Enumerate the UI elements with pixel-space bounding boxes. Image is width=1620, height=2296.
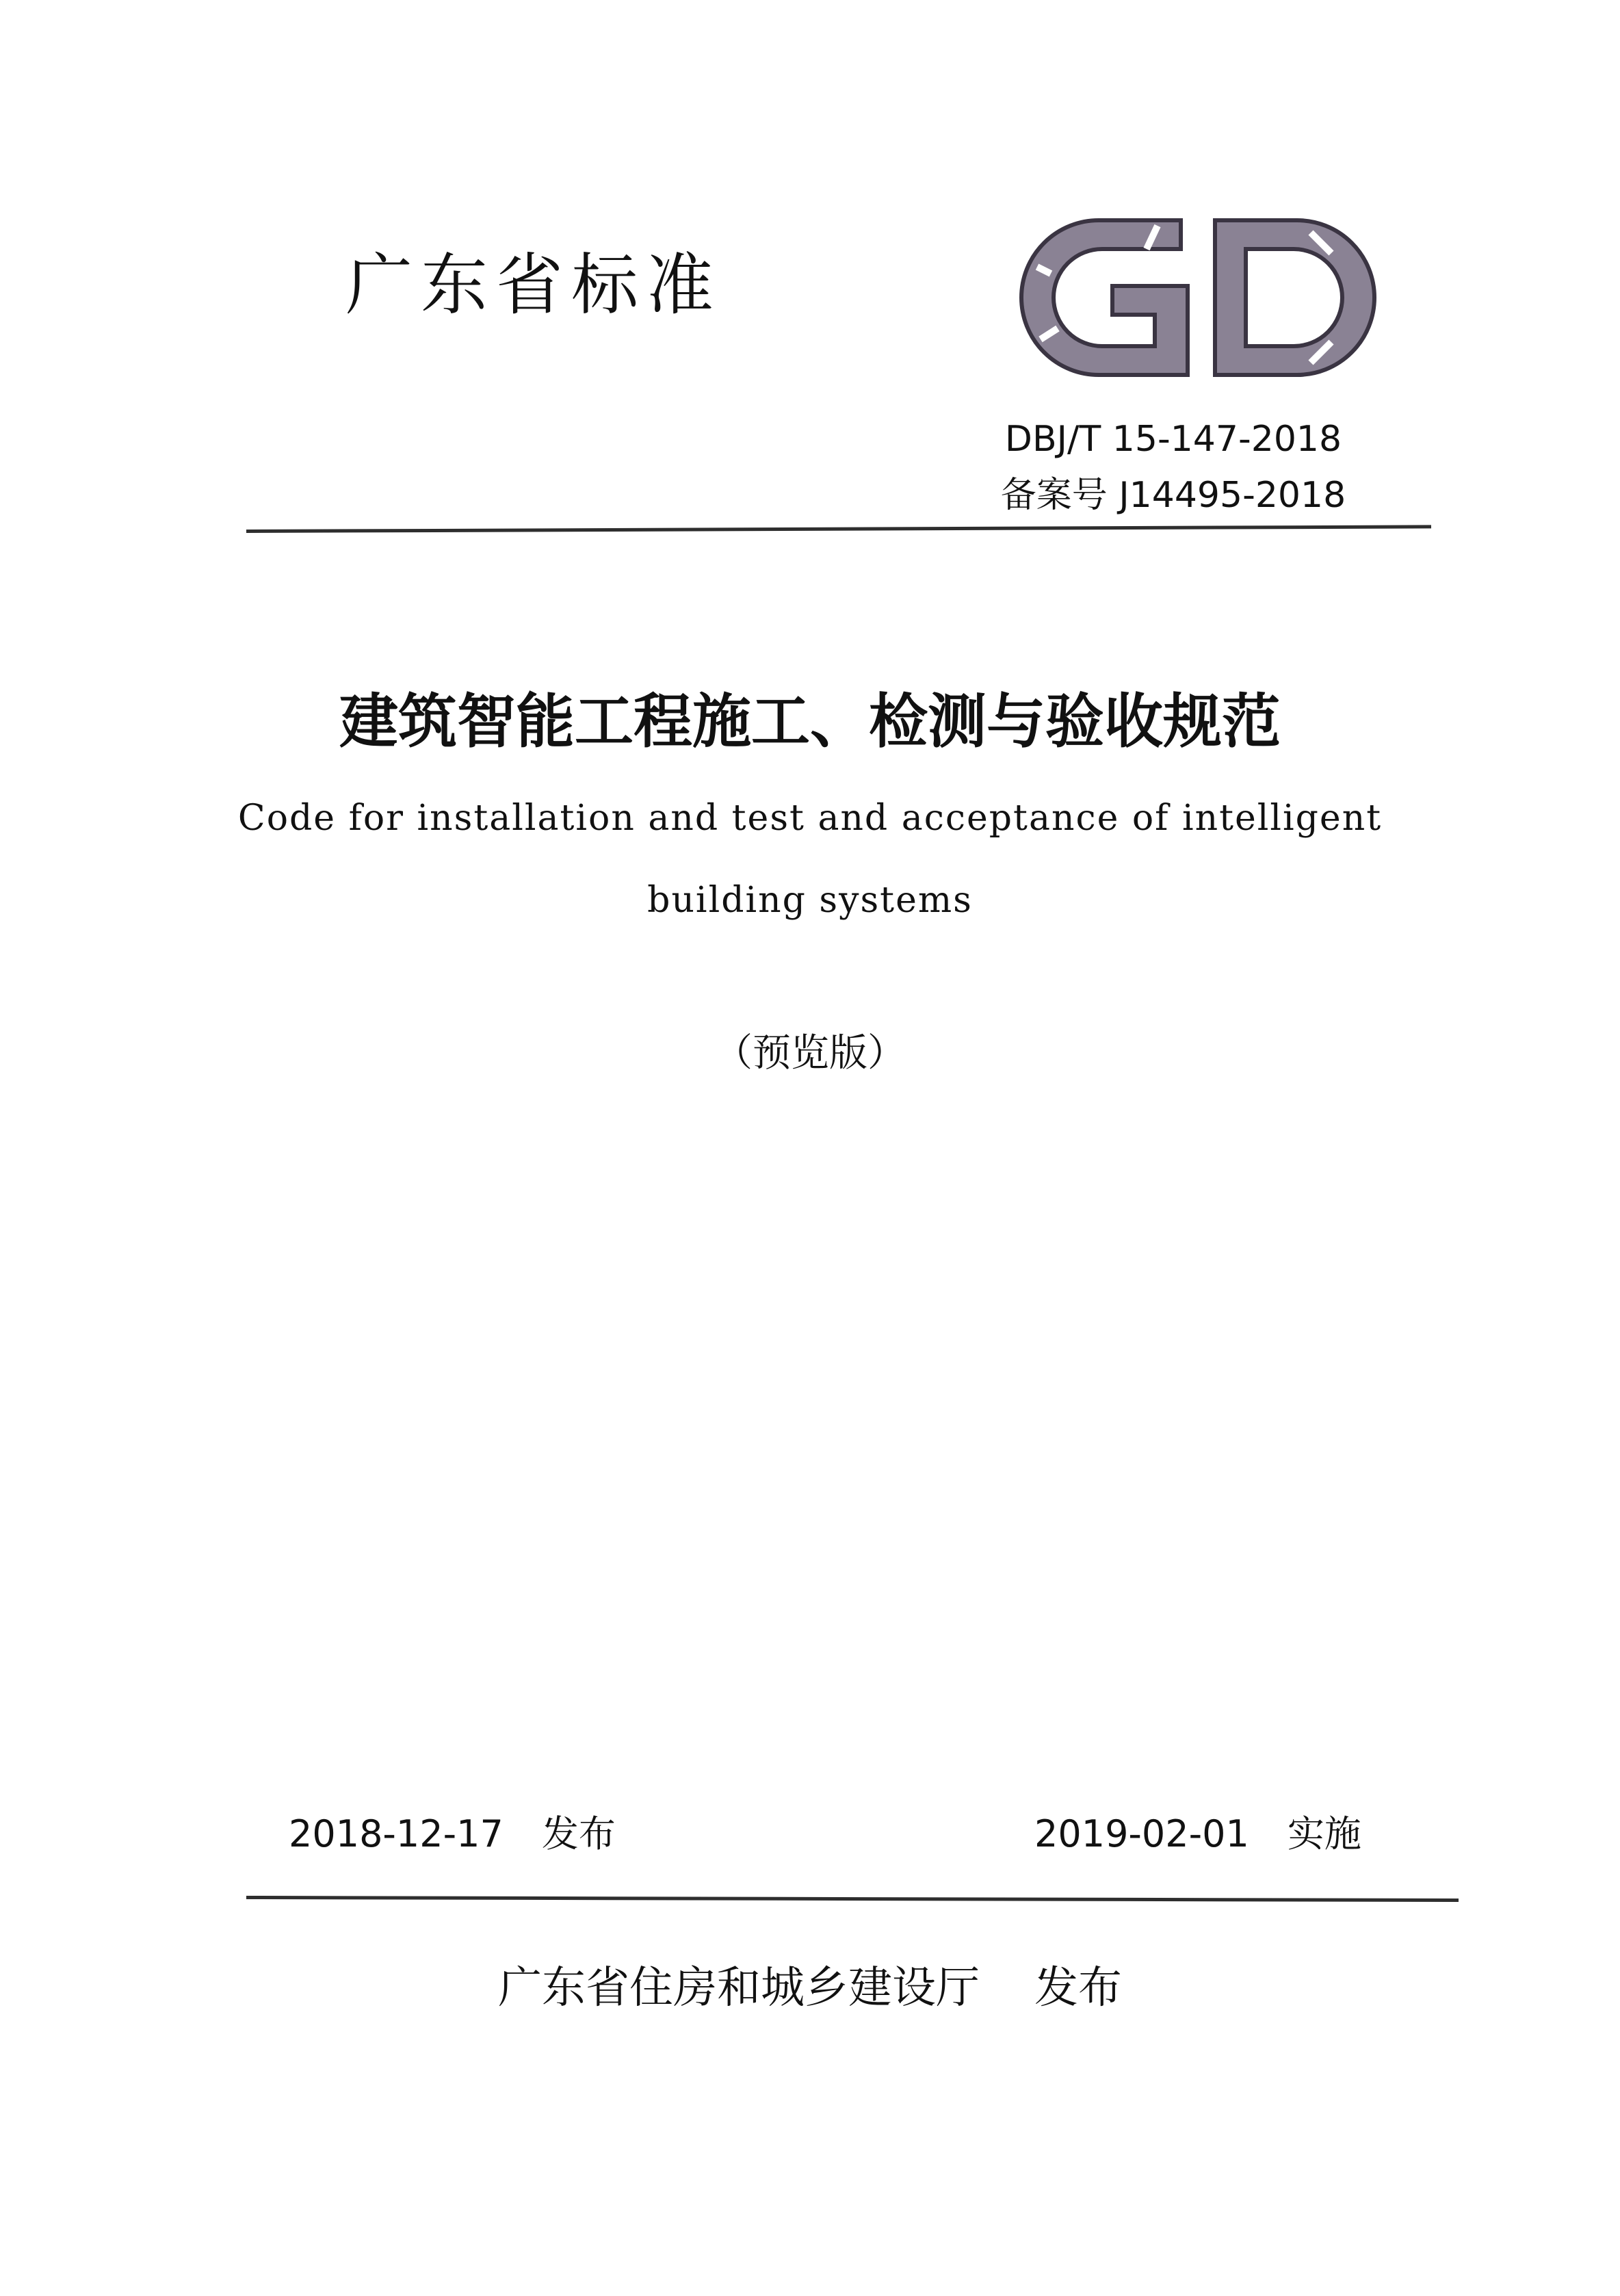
standard-code: DBJ/T 15-147-2018 — [1004, 419, 1342, 460]
standard-category: 广东省标准 — [345, 246, 722, 324]
title-chinese: 建筑智能工程施工、检测与验收规范 — [339, 688, 1281, 756]
gd-logo — [1010, 205, 1393, 390]
publisher-row — [0, 1963, 1620, 2013]
title-english-line2: building systems — [647, 880, 973, 921]
publish-label: 发布 — [1034, 1963, 1122, 2013]
issue-label: 发布 — [541, 1812, 616, 1855]
publisher-name: 广东省住房和城乡建设厅 — [498, 1963, 980, 2013]
issue-date-row — [289, 1812, 616, 1855]
gd-logo-icon — [1021, 220, 1374, 375]
top-divider — [246, 525, 1431, 533]
issue-date: 2018-12-17 — [289, 1812, 504, 1855]
bottom-divider — [246, 1896, 1459, 1902]
effective-date: 2019-02-01 — [1034, 1812, 1249, 1855]
effective-label: 实施 — [1287, 1812, 1361, 1855]
effective-date-row — [1034, 1812, 1361, 1855]
record-number: 备案号 J14495-2018 — [1000, 475, 1346, 516]
title-english-line1: Code for installation and test and acceptance of intelligent — [237, 798, 1383, 839]
edition-label: （预览版） — [714, 1031, 906, 1075]
